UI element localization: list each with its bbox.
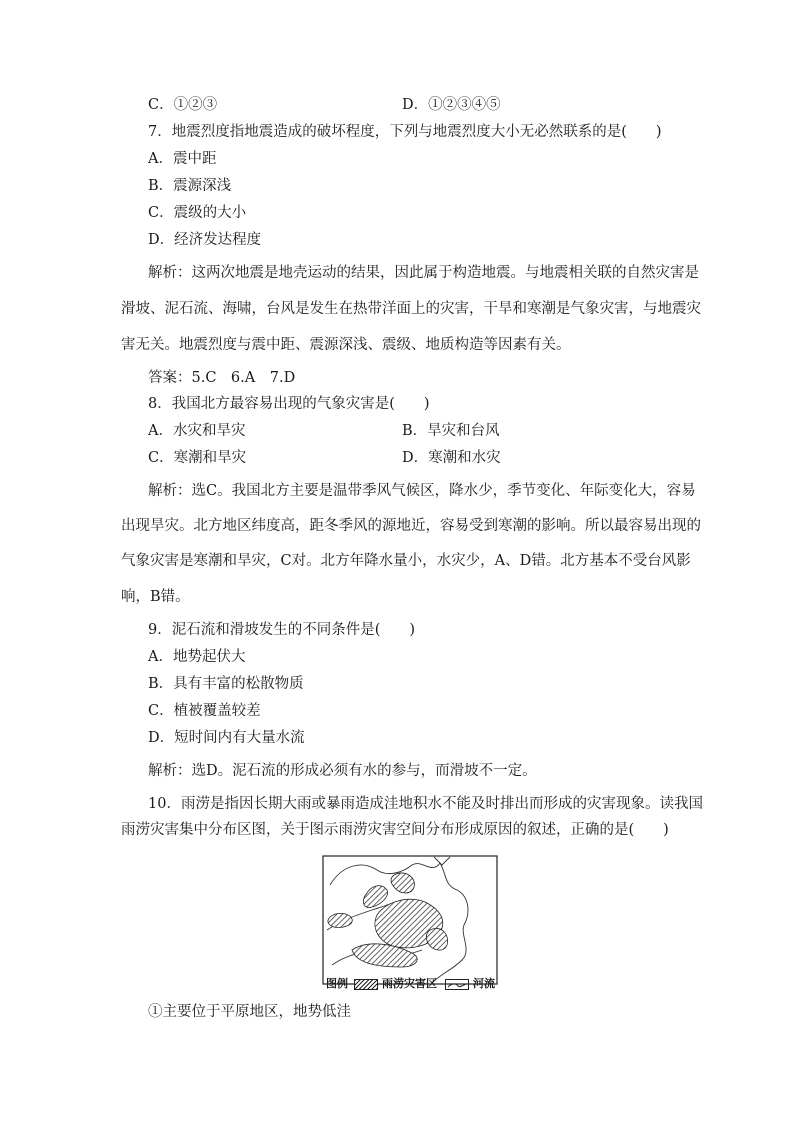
- explanation-1-line-1: 解析：这两次地震是地壳运动的结果，因此属于构造地震。与地震相关联的自然灾害是: [148, 265, 699, 281]
- q6-option-c: C．①②③: [148, 97, 218, 113]
- q9-option-d: D．短时间内有大量水流: [148, 730, 305, 746]
- map-legend: [326, 977, 495, 991]
- q8-option-b: B．旱灾和台风: [402, 423, 500, 439]
- explanation-2-line-4: 响，B错。: [121, 589, 190, 605]
- flood-region-west: [328, 913, 352, 927]
- answer-1: 答案：5.C 6.A 7.D: [148, 370, 296, 386]
- explanation-2-line-1: 解析：选C。我国北方主要是温带季风气候区，降水少，季节变化、年际变化大，容易: [148, 483, 696, 499]
- explanation-1-line-2: 滑坡、泥石流、海啸，台风是发生在热带洋面上的灾害，干旱和寒潮是气象灾害，与地震灾: [121, 301, 701, 317]
- question-10-line-1: 10．雨涝是指因长期大雨或暴雨造成洼地积水不能及时排出而形成的灾害现象。读我国: [148, 796, 703, 812]
- legend-flood-label: 雨涝灾害区: [382, 977, 437, 990]
- q7-option-a: A．震中距: [148, 151, 217, 167]
- q6-option-d: D．①②③④⑤: [402, 97, 501, 113]
- question-9: 9．泥石流和滑坡发生的不同条件是( ): [148, 622, 416, 638]
- q8-option-d: D．寒潮和水灾: [402, 450, 501, 466]
- flood-area-swatch-icon: [354, 979, 378, 990]
- q9-option-b: B．具有丰富的松散物质: [148, 676, 304, 692]
- q8-option-a: A．水灾和旱灾: [148, 423, 246, 439]
- legend-river-label: 河流: [473, 977, 495, 990]
- q7-option-d: D．经济发达程度: [148, 232, 262, 248]
- explanation-2-line-2: 出现旱灾。北方地区纬度高，距冬季风的源地近，容易受到寒潮的影响。所以最容易出现的: [121, 518, 701, 534]
- q10-option-1: ①主要位于平原地区，地势低洼: [148, 1004, 351, 1020]
- explanation-1-line-3: 害无关。地震烈度与震中距、震源深浅、震级、地质构造等因素有关。: [121, 337, 571, 353]
- flood-distribution-map: [322, 845, 498, 995]
- river-symbol-icon: [445, 979, 469, 990]
- question-8: 8．我国北方最容易出现的气象灾害是( ): [148, 396, 430, 412]
- explanation-2-line-3: 气象灾害是寒潮和旱灾，C对。北方年降水量小，水灾少，A、D错。北方基本不受台风影: [121, 553, 691, 569]
- question-10-line-2: 雨涝灾害集中分布区图，关于图示雨涝灾害空间分布形成原因的叙述，正确的是( ): [121, 822, 669, 838]
- legend-title: 图例: [326, 977, 348, 990]
- q8-option-c: C．寒潮和旱灾: [148, 450, 247, 466]
- q9-option-a: A．地势起伏大: [148, 649, 246, 665]
- q7-option-b: B．震源深浅: [148, 178, 232, 194]
- question-7: 7．地震烈度指地震造成的破坏程度，下列与地震烈度大小无必然联系的是( ): [148, 124, 662, 140]
- q9-option-c: C．植被覆盖较差: [148, 703, 261, 719]
- q7-option-c: C．震级的大小: [148, 205, 247, 221]
- explanation-3-line-1: 解析：选D。泥石流的形成必须有水的参与，而滑坡不一定。: [148, 763, 537, 779]
